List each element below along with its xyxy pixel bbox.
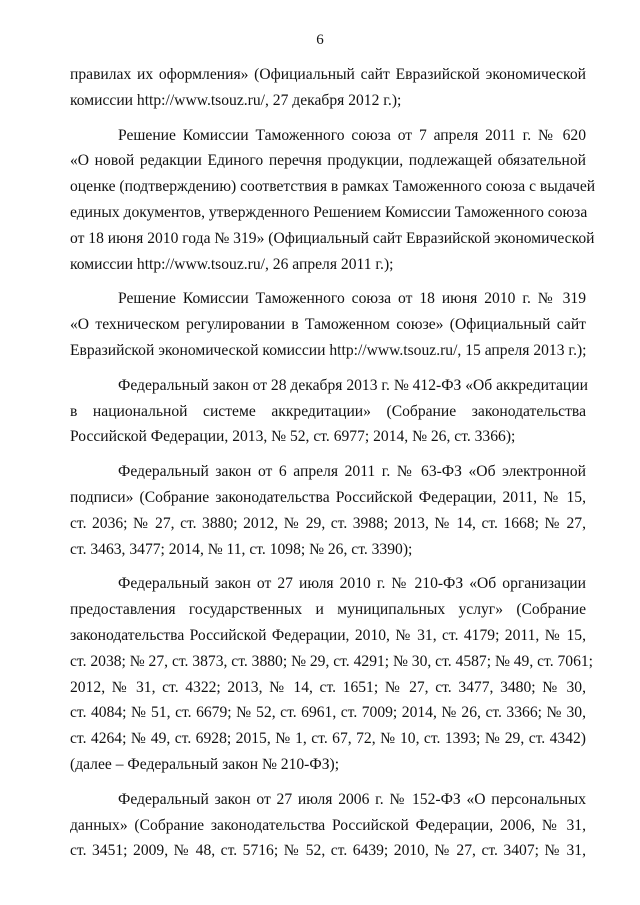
text-line: ст. 4264; № 49, ст. 6928; 2015, № 1, ст. 67, 72, № 10, ст. 1393; № 29, ст. 4342)	[70, 730, 586, 748]
paragraph	[70, 286, 586, 363]
text-line: в национальной системе аккредитации» (Собрание законодательства	[70, 402, 586, 420]
paragraph	[70, 62, 586, 114]
text-line: комиссии http://www.tsouz.ru/, 27 декабря 2012 г.);	[70, 91, 402, 109]
paragraph	[70, 123, 596, 278]
text-line: единых документов, утвержденного Решением Комиссии Таможенного союза	[70, 203, 588, 221]
text-line: Российской Федерации, 2013, № 52, ст. 6977; 2014, № 26, ст. 3366);	[70, 428, 516, 446]
text-line: Федеральный закон от 27 июля 2006 г. № 152-ФЗ «О персональных	[118, 790, 586, 808]
text-line: 2012, № 31, ст. 4322; 2013, № 14, ст. 1651; № 27, ст. 3477, 3480; № 30,	[70, 678, 586, 696]
text-line: правилах их оформления» (Официальный сайт Евразийской экономической	[70, 66, 586, 83]
text-line: комиссии http://www.tsouz.ru/, 26 апреля 2011 г.);	[70, 255, 394, 273]
text-line: ст. 3451; 2009, № 48, ст. 5716; № 52, ст. 6439; 2010, № 27, ст. 3407; № 31,	[70, 842, 586, 860]
page-number: 6	[316, 32, 324, 48]
text-line: Решение Комиссии Таможенного союза от 18 июня 2010 г. № 319	[118, 290, 586, 308]
paragraph	[70, 787, 586, 864]
document-body	[70, 62, 596, 873]
paragraph	[70, 571, 594, 777]
text-line: предоставления государственных и муниципальных услуг» (Собрание	[70, 601, 586, 619]
text-line: Решение Комиссии Таможенного союза от 7 апреля 2011 г. № 620	[118, 126, 586, 144]
text-line: ст. 3463, 3477; 2014, № 11, ст. 1098; № 26, ст. 3390);	[70, 540, 413, 558]
text-line: данных» (Собрание законодательства Российской Федерации, 2006, № 31,	[70, 816, 586, 834]
text-line: ст. 4084; № 51, ст. 6679; № 52, ст. 6961, ст. 7009; 2014, № 26, ст. 3366; № 30,	[70, 704, 586, 722]
text-line: подписи» (Собрание законодательства Российской Федерации, 2011, № 15,	[70, 488, 586, 506]
text-line: ст. 2038; № 27, ст. 3873, ст. 3880; № 29, ст. 4291; № 30, ст. 4587; № 49, ст. 7061;	[70, 652, 594, 670]
paragraph	[70, 373, 586, 450]
paragraph	[70, 459, 586, 562]
text-line: «О техническом регулировании в Таможенном союзе» (Официальный сайт	[70, 316, 586, 334]
text-line: (далее – Федеральный закон № 210-ФЗ);	[70, 755, 340, 773]
text-line: ст. 2036; № 27, ст. 3880; 2012, № 29, ст. 3988; 2013, № 14, ст. 1668; № 27,	[70, 514, 586, 532]
text-line: законодательства Российской Федерации, 2010, № 31, ст. 4179; 2011, № 15,	[70, 626, 586, 644]
text-line: оценке (подтверждению) соответствия в рамках Таможенного союза с выдачей	[70, 178, 596, 196]
text-line: «О новой редакции Единого перечня продукции, подлежащей обязательной	[70, 152, 586, 170]
text-line: от 18 июня 2010 года № 319» (Официальный сайт Евразийской экономической	[70, 229, 595, 247]
text-line: Федеральный закон от 6 апреля 2011 г. № 63-ФЗ «Об электронной	[118, 463, 586, 481]
text-line: Федеральный закон от 27 июля 2010 г. № 210-ФЗ «Об организации	[118, 575, 586, 593]
text-line: Федеральный закон от 28 декабря 2013 г. № 412-ФЗ «Об аккредитации	[118, 376, 588, 394]
text-line: Евразийской экономической комиссии http://www.tsouz.ru/, 15 апреля 2013 г.);	[70, 341, 587, 359]
